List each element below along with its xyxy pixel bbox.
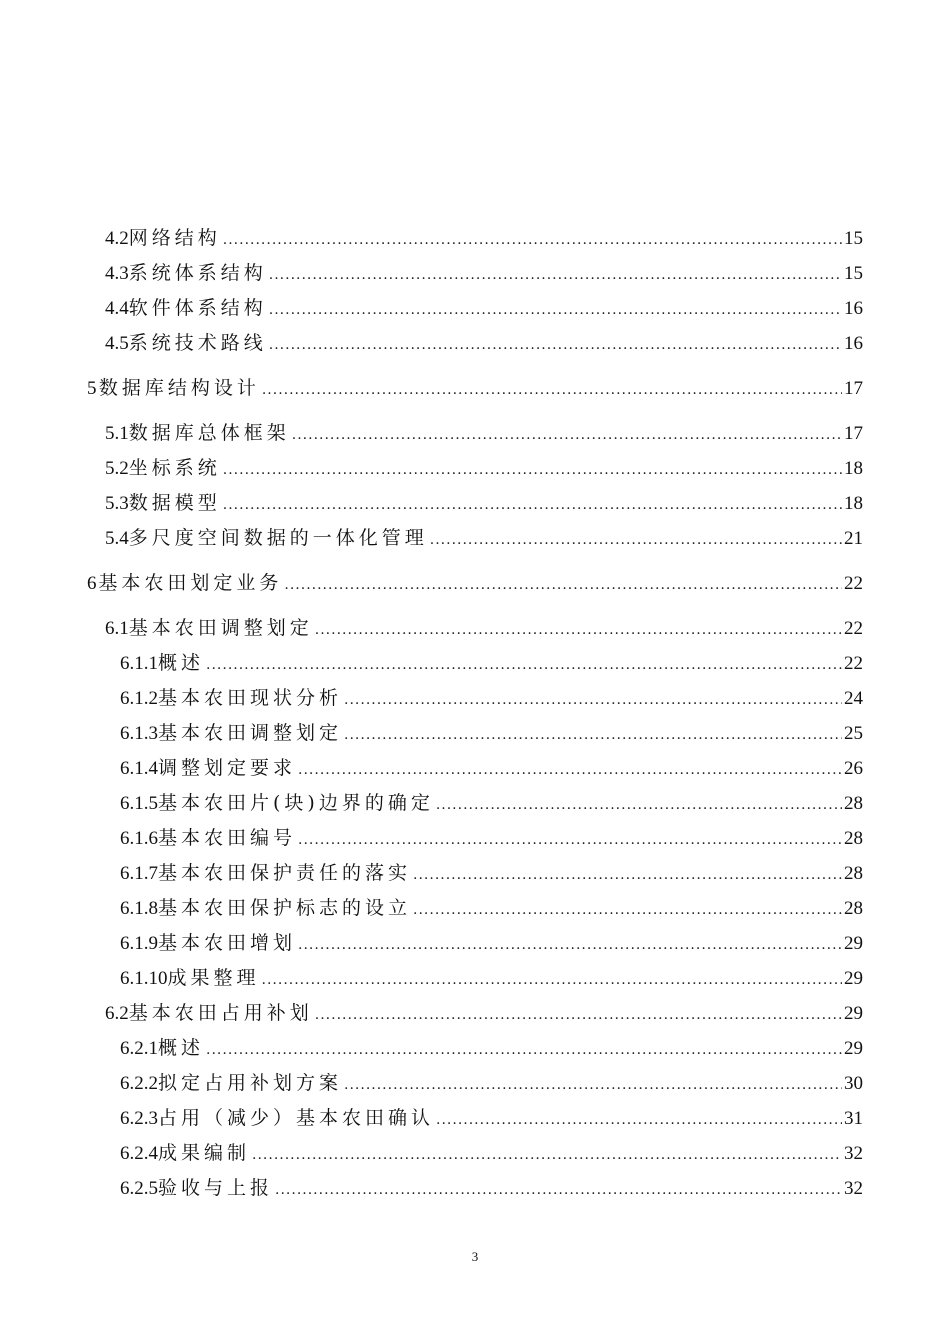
- toc-entry-number: 6.1.3: [120, 723, 158, 744]
- toc-entry[interactable]: [120, 858, 863, 888]
- toc-entry[interactable]: [105, 453, 863, 483]
- toc-entry-title: 系统体系结构: [128, 262, 267, 284]
- toc-entry-title: 基本农田占用补划: [128, 1002, 313, 1024]
- toc-leader-dots: [223, 225, 842, 255]
- toc-entry-page: 28: [844, 793, 863, 814]
- toc-entry-number: 6.1.6: [120, 828, 158, 849]
- toc-entry-number: 6.1.8: [120, 898, 158, 919]
- toc-leader-dots: [292, 420, 842, 450]
- toc-leader-dots: [436, 1105, 842, 1135]
- toc-entry-page: 28: [844, 863, 863, 884]
- toc-entry[interactable]: [105, 523, 863, 553]
- toc-entry-page: 16: [844, 298, 863, 319]
- toc-entry-title: 基本农田保护标志的设立: [158, 897, 412, 919]
- toc-entry[interactable]: [87, 568, 863, 598]
- toc-entry-number: 4.3: [105, 263, 129, 284]
- toc-entry-title: 基本农田划定业务: [98, 572, 283, 594]
- toc-entry-page: 32: [844, 1143, 863, 1164]
- toc-entry-number: 6.2.3: [120, 1108, 158, 1129]
- toc-entry-page: 25: [844, 723, 863, 744]
- toc-entry-number: 6.1.5: [120, 793, 158, 814]
- toc-entry-number: 5.4: [105, 528, 129, 549]
- toc-leader-dots: [315, 1000, 842, 1030]
- toc-entry-page: 17: [844, 378, 863, 399]
- toc-entry-title: 占用（减少）基本农田确认: [158, 1107, 435, 1129]
- toc-entry-number: 5: [87, 378, 97, 399]
- toc-entry-number: 4.5: [105, 333, 129, 354]
- toc-entry[interactable]: [120, 1103, 863, 1133]
- toc-leader-dots: [262, 965, 842, 995]
- toc-entry-number: 4.2: [105, 228, 129, 249]
- toc-entry-page: 16: [844, 333, 863, 354]
- toc-entry-title: 概述: [158, 1037, 205, 1059]
- toc-leader-dots: [275, 1175, 842, 1205]
- toc-leader-dots: [252, 1140, 842, 1170]
- toc-entry[interactable]: [105, 293, 863, 323]
- toc-entry-page: 32: [844, 1178, 863, 1199]
- toc-entry[interactable]: [120, 683, 863, 713]
- toc-entry[interactable]: [120, 648, 863, 678]
- toc-entry-number: 5.2: [105, 458, 129, 479]
- toc-leader-dots: [298, 825, 842, 855]
- toc-entry[interactable]: [120, 823, 863, 853]
- toc-entry-title: 基本农田增划: [158, 932, 297, 954]
- toc-entry-page: 15: [844, 263, 863, 284]
- toc-entry-page: 28: [844, 898, 863, 919]
- toc-leader-dots: [223, 455, 842, 485]
- toc-leader-dots: [344, 720, 842, 750]
- toc-entry-number: 6.2.4: [120, 1143, 158, 1164]
- toc-leader-dots: [413, 860, 842, 890]
- toc-entry-page: 30: [844, 1073, 863, 1094]
- toc-entry[interactable]: [120, 1173, 863, 1203]
- toc-entry-page: 22: [844, 573, 863, 594]
- toc-entry-number: 6.1.7: [120, 863, 158, 884]
- toc-entry-title: 坐标系统: [128, 457, 221, 479]
- toc-leader-dots: [206, 1035, 842, 1065]
- toc-entry-title: 成果整理: [167, 967, 260, 989]
- toc-leader-dots: [269, 330, 842, 360]
- toc-entry-title: 基本农田编号: [158, 827, 297, 849]
- toc-entry[interactable]: [105, 258, 863, 288]
- toc-entry-number: 6.1.9: [120, 933, 158, 954]
- toc-leader-dots: [298, 930, 842, 960]
- toc-entry[interactable]: [120, 1068, 863, 1098]
- toc-entry-number: 6.1.1: [120, 653, 158, 674]
- toc-leader-dots: [436, 790, 842, 820]
- toc-entry[interactable]: [120, 928, 863, 958]
- toc-entry-page: 26: [844, 758, 863, 779]
- toc-entry-number: 6.1.2: [120, 688, 158, 709]
- toc-leader-dots: [298, 755, 842, 785]
- toc-entry-title: 拟定占用补划方案: [158, 1072, 343, 1094]
- toc-entry[interactable]: [105, 613, 863, 643]
- toc-entry-page: 18: [844, 493, 863, 514]
- toc-entry-title: 数据库结构设计: [98, 377, 260, 399]
- toc-entry-number: 6.2.1: [120, 1038, 158, 1059]
- toc-entry[interactable]: [120, 1033, 863, 1063]
- toc-entry-title: 数据模型: [128, 492, 221, 514]
- toc-entry-number: 5.3: [105, 493, 129, 514]
- toc-entry-title: 多尺度空间数据的一体化管理: [128, 527, 428, 549]
- toc-leader-dots: [284, 570, 842, 600]
- toc-entry-title: 成果编制: [158, 1142, 251, 1164]
- toc-entry-number: 4.4: [105, 298, 129, 319]
- toc-entry[interactable]: [87, 373, 863, 403]
- toc-entry-page: 21: [844, 528, 863, 549]
- toc-leader-dots: [269, 295, 842, 325]
- toc-entry-number: 6.2.2: [120, 1073, 158, 1094]
- toc-entry-page: 15: [844, 228, 863, 249]
- toc-entry-title: 基本农田调整划定: [128, 617, 313, 639]
- toc-entry-number: 6.1: [105, 618, 129, 639]
- toc-leader-dots: [344, 685, 842, 715]
- toc-entry-page: 29: [844, 968, 863, 989]
- toc-entry-title: 基本农田调整划定: [158, 722, 343, 744]
- toc-entry-number: 6: [87, 573, 97, 594]
- toc-entry-number: 6.2.5: [120, 1178, 158, 1199]
- toc-leader-dots: [344, 1070, 842, 1100]
- toc-entry-page: 24: [844, 688, 863, 709]
- page-number: 3: [471, 1249, 479, 1264]
- toc-entry-page: 29: [844, 933, 863, 954]
- toc-entry-number: 6.1.4: [120, 758, 158, 779]
- toc-entry-page: 22: [844, 653, 863, 674]
- toc-entry-number: 6.1.10: [120, 968, 168, 989]
- toc-entry-title: 概述: [158, 652, 205, 674]
- toc-entry[interactable]: [120, 753, 863, 783]
- toc-entry-title: 基本农田保护责任的落实: [158, 862, 412, 884]
- toc-entry-page: 18: [844, 458, 863, 479]
- toc-entry-page: 28: [844, 828, 863, 849]
- toc-leader-dots: [269, 260, 842, 290]
- toc-entry-title: 网络结构: [128, 227, 221, 249]
- toc-entry[interactable]: [105, 418, 863, 448]
- toc-entry-page: 17: [844, 423, 863, 444]
- toc-entry[interactable]: [120, 893, 863, 923]
- toc-entry[interactable]: [105, 223, 863, 253]
- toc-entry-title: 数据库总体框架: [128, 422, 290, 444]
- toc-leader-dots: [430, 525, 842, 555]
- toc-entry-title: 基本农田片(块)边界的确定: [158, 792, 434, 814]
- toc-entry-page: 29: [844, 1003, 863, 1024]
- toc-entry-page: 22: [844, 618, 863, 639]
- toc-entry-number: 5.1: [105, 423, 129, 444]
- toc-entry[interactable]: [105, 328, 863, 358]
- toc-entry-title: 基本农田现状分析: [158, 687, 343, 709]
- toc-entry-number: 6.2: [105, 1003, 129, 1024]
- toc-leader-dots: [223, 490, 842, 520]
- toc-leader-dots: [262, 375, 842, 405]
- toc-entry[interactable]: [120, 963, 863, 993]
- toc-leader-dots: [413, 895, 842, 925]
- toc-entry-page: 29: [844, 1038, 863, 1059]
- toc-entry[interactable]: [105, 998, 863, 1028]
- toc-entry-page: 31: [844, 1108, 863, 1129]
- toc-entry-title: 系统技术路线: [128, 332, 267, 354]
- toc-entry[interactable]: [120, 1138, 863, 1168]
- toc-entry-title: 验收与上报: [158, 1177, 274, 1199]
- toc-leader-dots: [206, 650, 842, 680]
- toc-entry[interactable]: [105, 488, 863, 518]
- toc-leader-dots: [315, 615, 842, 645]
- toc-entry[interactable]: [120, 788, 863, 818]
- toc-entry-title: 调整划定要求: [158, 757, 297, 779]
- toc-entry-title: 软件体系结构: [128, 297, 267, 319]
- toc-entry[interactable]: [120, 718, 863, 748]
